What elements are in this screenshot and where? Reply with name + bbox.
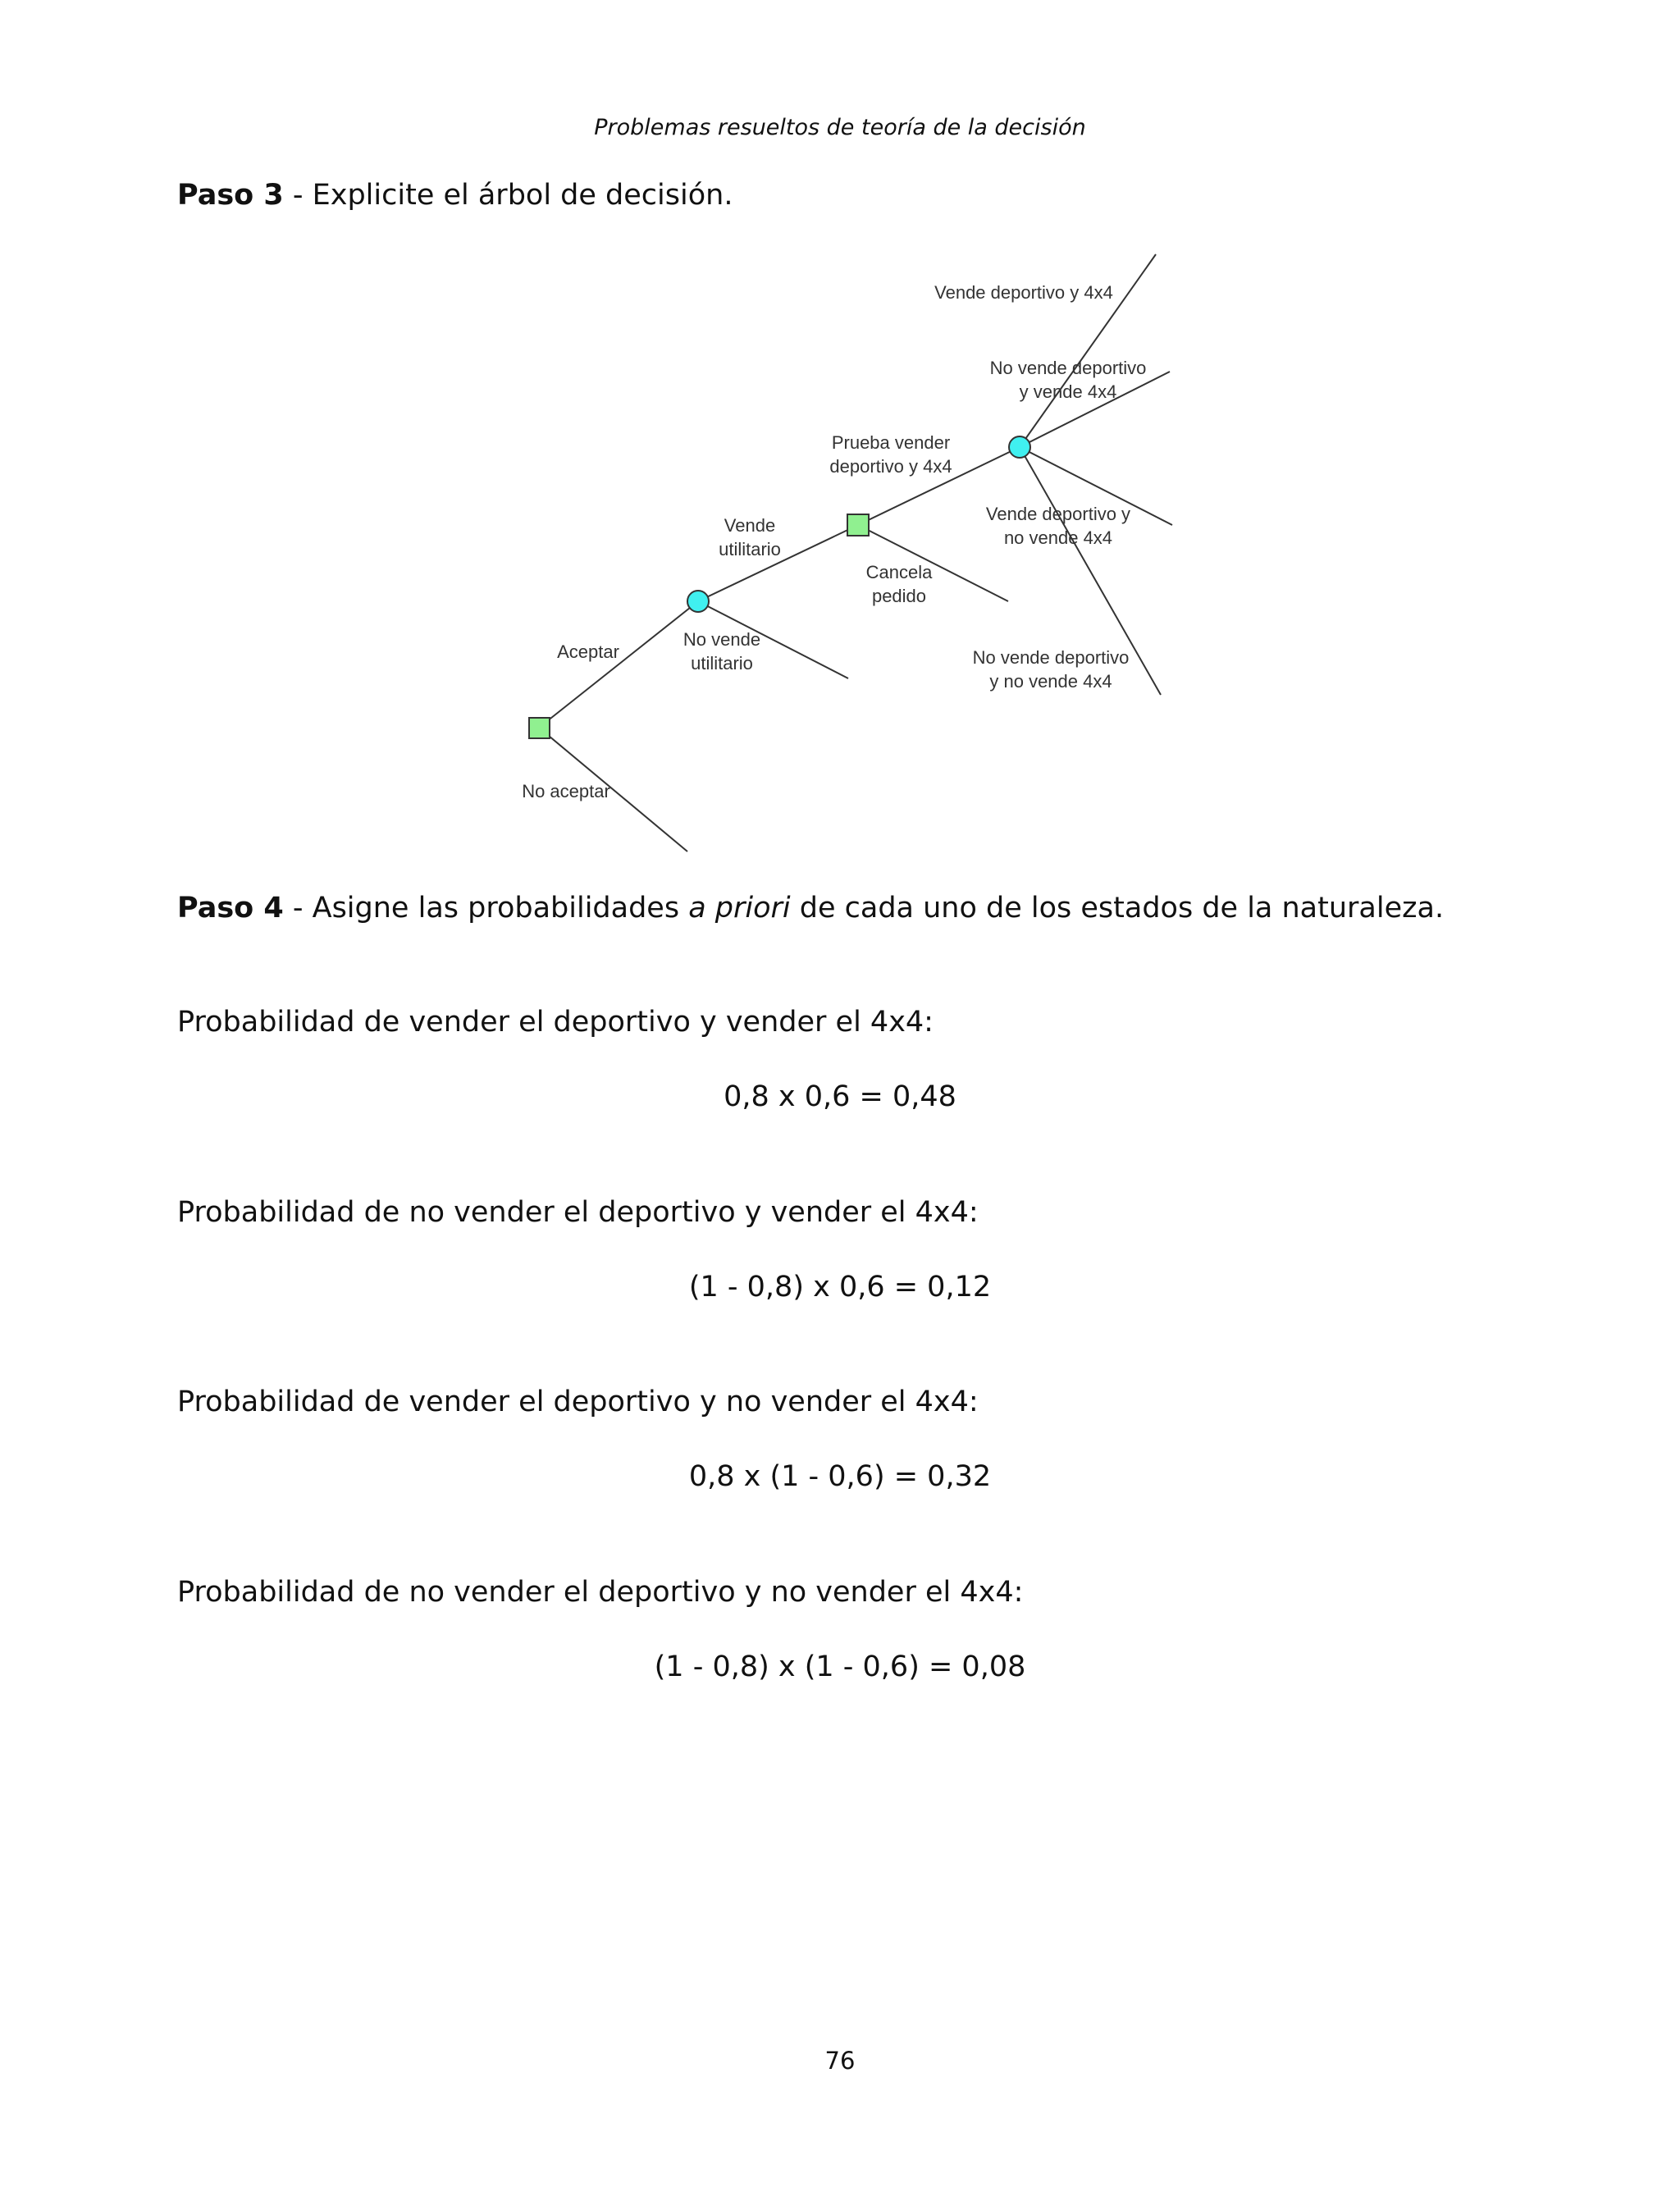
label-no-dep-si-4x4-line1: No vende deportivo [989, 358, 1147, 378]
decision-node-root [529, 718, 550, 738]
label-no-vende-utilitario-line2: utilitario [691, 653, 753, 673]
probability-text-2: Probabilidad de no vender el deportivo y vender el 4x4: [177, 1196, 979, 1229]
decision-tree-diagram [0, 0, 1680, 870]
chance-node-ventas [1009, 436, 1030, 458]
running-header: Problemas resueltos de teoría de la decisión [594, 115, 1086, 140]
label-aceptar: Aceptar [557, 641, 619, 662]
label-prueba-vender-line1: Prueba vender [831, 432, 951, 453]
label-prueba-vender-line2: deportivo y 4x4 [829, 456, 952, 477]
probability-formula-1: 0,8 x 0,6 = 0,48 [724, 1080, 956, 1113]
tree-branches [539, 254, 1172, 852]
label-si-dep-no-4x4-line2: no vende 4x4 [1003, 527, 1113, 548]
label-ninguno-line1: No vende deportivo [972, 647, 1130, 668]
label-ninguno-line2: y no vende 4x4 [989, 671, 1112, 692]
label-si-dep-no-4x4-line1: Vende deportivo y [985, 504, 1131, 524]
label-no-dep-si-4x4-line2: y vende 4x4 [1019, 381, 1117, 402]
step3-text: - Explicite el árbol de decisión. [283, 179, 733, 212]
step4-heading [177, 892, 1444, 925]
label-vende-utilitario-line2: utilitario [719, 539, 781, 559]
step4-text-after: de cada uno de los estados de la naturaleza. [790, 892, 1445, 925]
label-no-vende-utilitario-line1: No vende [682, 629, 761, 650]
label-vende-ambos: Vende deportivo y 4x4 [934, 282, 1113, 303]
step3-label: Paso 3 [177, 179, 284, 212]
probability-formula-3: 0,8 x (1 - 0,6) = 0,32 [688, 1460, 992, 1493]
label-cancela-line2: pedido [871, 586, 927, 606]
label-no-aceptar: No aceptar [522, 781, 610, 801]
decision-node-prueba [847, 514, 869, 536]
branch-vende-utilitario [698, 525, 858, 601]
branch-aceptar [539, 601, 698, 728]
step4-italic: a priori [688, 892, 791, 925]
probability-formula-2: (1 - 0,8) x 0,6 = 0,12 [688, 1271, 992, 1304]
label-vende-utilitario-line1: Vende [724, 515, 776, 536]
probability-formula-4: (1 - 0,8) x (1 - 0,6) = 0,08 [654, 1651, 1026, 1683]
step4-text-before: - Asigne las probabilidades [283, 892, 689, 925]
step4-label: Paso 4 [177, 892, 284, 925]
label-cancela-line1: Cancela [865, 562, 933, 582]
page-number: 76 [824, 2047, 856, 2075]
probability-text-3: Probabilidad de vender el deportivo y no vender el 4x4: [177, 1386, 979, 1418]
chance-node-utilitario [687, 591, 709, 612]
probability-text-1: Probabilidad de vender el deportivo y vender el 4x4: [177, 1006, 934, 1039]
probability-text-4: Probabilidad de no vender el deportivo y no vender el 4x4: [177, 1576, 1024, 1609]
